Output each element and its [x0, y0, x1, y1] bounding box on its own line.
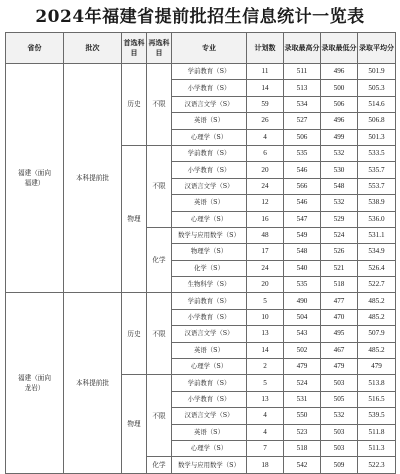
avg-score-cell: 479 — [358, 359, 396, 375]
major-cell: 学前教育（S） — [172, 145, 247, 161]
major-cell: 心理学（S） — [172, 359, 247, 375]
header-max-score: 录取最高分 — [284, 33, 321, 64]
header-plan: 计划数 — [247, 33, 284, 64]
max-score-cell: 531 — [284, 391, 321, 407]
max-score-cell: 543 — [284, 326, 321, 342]
max-score-cell: 534 — [284, 96, 321, 112]
min-score-cell: 509 — [321, 457, 358, 473]
plan-cell: 18 — [247, 457, 284, 473]
max-score-cell: 535 — [284, 145, 321, 161]
min-score-cell: 503 — [321, 424, 358, 440]
min-score-cell: 479 — [321, 359, 358, 375]
header-major: 专业 — [172, 33, 247, 64]
plan-cell: 26 — [247, 113, 284, 129]
avg-score-cell: 505.3 — [358, 80, 396, 96]
major-cell: 心理学（S） — [172, 129, 247, 145]
min-score-cell: 499 — [321, 129, 358, 145]
second-subject-cell: 化学 — [147, 227, 172, 293]
plan-cell: 5 — [247, 293, 284, 309]
first-subject-cell: 物理 — [122, 145, 147, 293]
avg-score-cell: 536.0 — [358, 211, 396, 227]
min-score-cell: 526 — [321, 244, 358, 260]
header-second-subject: 再选科目 — [147, 33, 172, 64]
plan-cell: 59 — [247, 96, 284, 112]
plan-cell: 6 — [247, 145, 284, 161]
max-score-cell: 513 — [284, 80, 321, 96]
avg-score-cell: 533.5 — [358, 145, 396, 161]
header-avg-score: 录取平均分 — [358, 33, 396, 64]
major-cell: 小学教育（S） — [172, 162, 247, 178]
min-score-cell: 530 — [321, 162, 358, 178]
plan-cell: 5 — [247, 375, 284, 391]
second-subject-cell: 不限 — [147, 145, 172, 227]
major-cell: 英语（S） — [172, 113, 247, 129]
major-cell: 小学教育（S） — [172, 80, 247, 96]
max-score-cell: 546 — [284, 162, 321, 178]
min-score-cell: 496 — [321, 64, 358, 80]
avg-score-cell: 516.5 — [358, 391, 396, 407]
avg-score-cell: 511.3 — [358, 440, 396, 456]
avg-score-cell: 507.9 — [358, 326, 396, 342]
avg-score-cell: 501.3 — [358, 129, 396, 145]
min-score-cell: 495 — [321, 326, 358, 342]
plan-cell: 14 — [247, 342, 284, 358]
min-score-cell: 503 — [321, 440, 358, 456]
table-body — [6, 64, 396, 474]
avg-score-cell: 485.2 — [358, 293, 396, 309]
province-cell: 福建（面向龙岩） — [6, 293, 64, 473]
plan-cell: 7 — [247, 440, 284, 456]
major-cell: 化学（S） — [172, 260, 247, 276]
avg-score-cell: 511.8 — [358, 424, 396, 440]
plan-cell: 14 — [247, 80, 284, 96]
header-province: 省份 — [6, 33, 64, 64]
plan-cell: 20 — [247, 277, 284, 293]
avg-score-cell: 513.8 — [358, 375, 396, 391]
min-score-cell: 500 — [321, 80, 358, 96]
max-score-cell: 504 — [284, 309, 321, 325]
batch-cell: 本科提前批 — [64, 293, 122, 473]
max-score-cell: 566 — [284, 178, 321, 194]
max-score-cell: 548 — [284, 244, 321, 260]
major-cell: 学前教育（S） — [172, 375, 247, 391]
avg-score-cell: 485.2 — [358, 309, 396, 325]
min-score-cell: 524 — [321, 227, 358, 243]
min-score-cell: 529 — [321, 211, 358, 227]
max-score-cell: 535 — [284, 277, 321, 293]
min-score-cell: 467 — [321, 342, 358, 358]
second-subject-cell: 不限 — [147, 64, 172, 146]
major-cell: 心理学（S） — [172, 440, 247, 456]
major-cell: 数学与应用数学（S） — [172, 227, 247, 243]
header-min-score: 录取最低分 — [321, 33, 358, 64]
min-score-cell: 505 — [321, 391, 358, 407]
plan-cell: 10 — [247, 309, 284, 325]
major-cell: 数学与应用数学（S） — [172, 457, 247, 473]
avg-score-cell: 506.8 — [358, 113, 396, 129]
major-cell: 英语（S） — [172, 342, 247, 358]
min-score-cell: 477 — [321, 293, 358, 309]
first-subject-cell: 历史 — [122, 293, 147, 375]
major-cell: 学前教育（S） — [172, 64, 247, 80]
plan-cell: 17 — [247, 244, 284, 260]
max-score-cell: 549 — [284, 227, 321, 243]
major-cell: 小学教育（S） — [172, 391, 247, 407]
min-score-cell: 521 — [321, 260, 358, 276]
min-score-cell: 506 — [321, 96, 358, 112]
max-score-cell: 542 — [284, 457, 321, 473]
min-score-cell: 470 — [321, 309, 358, 325]
plan-cell: 13 — [247, 391, 284, 407]
table-row — [6, 64, 396, 80]
plan-cell: 24 — [247, 260, 284, 276]
province-cell: 福建（面向福建） — [6, 64, 64, 293]
plan-cell: 16 — [247, 211, 284, 227]
max-score-cell: 527 — [284, 113, 321, 129]
first-subject-cell: 物理 — [122, 375, 147, 473]
avg-score-cell: 531.1 — [358, 227, 396, 243]
plan-cell: 4 — [247, 129, 284, 145]
batch-cell: 本科提前批 — [64, 64, 122, 293]
plan-cell: 48 — [247, 227, 284, 243]
max-score-cell: 550 — [284, 408, 321, 424]
max-score-cell: 506 — [284, 129, 321, 145]
header-batch: 批次 — [64, 33, 122, 64]
max-score-cell: 540 — [284, 260, 321, 276]
major-cell: 物理学（S） — [172, 244, 247, 260]
avg-score-cell: 485.2 — [358, 342, 396, 358]
plan-cell: 4 — [247, 408, 284, 424]
plan-cell: 4 — [247, 424, 284, 440]
avg-score-cell: 553.7 — [358, 178, 396, 194]
major-cell: 生物科学（S） — [172, 277, 247, 293]
max-score-cell: 502 — [284, 342, 321, 358]
min-score-cell: 532 — [321, 145, 358, 161]
plan-cell: 2 — [247, 359, 284, 375]
plan-cell: 24 — [247, 178, 284, 194]
first-subject-cell: 历史 — [122, 64, 147, 146]
max-score-cell: 511 — [284, 64, 321, 80]
max-score-cell: 547 — [284, 211, 321, 227]
major-cell: 汉语言文学（S） — [172, 408, 247, 424]
min-score-cell: 518 — [321, 277, 358, 293]
avg-score-cell: 539.5 — [358, 408, 396, 424]
max-score-cell: 518 — [284, 440, 321, 456]
plan-cell: 11 — [247, 64, 284, 80]
max-score-cell: 479 — [284, 359, 321, 375]
major-cell: 汉语言文学（S） — [172, 326, 247, 342]
document-title: 2024年福建省提前批招生信息统计一览表 — [35, 7, 365, 27]
plan-cell: 13 — [247, 326, 284, 342]
second-subject-cell: 不限 — [147, 293, 172, 375]
avg-score-cell: 522.3 — [358, 457, 396, 473]
avg-score-cell: 514.6 — [358, 96, 396, 112]
min-score-cell: 496 — [321, 113, 358, 129]
max-score-cell: 490 — [284, 293, 321, 309]
major-cell: 英语（S） — [172, 424, 247, 440]
admission-table — [5, 32, 396, 474]
major-cell: 心理学（S） — [172, 211, 247, 227]
avg-score-cell: 526.4 — [358, 260, 396, 276]
second-subject-cell: 化学 — [147, 457, 172, 473]
plan-cell: 20 — [247, 162, 284, 178]
max-score-cell: 546 — [284, 195, 321, 211]
avg-score-cell: 522.7 — [358, 277, 396, 293]
table-row — [6, 293, 396, 309]
major-cell: 汉语言文学（S） — [172, 178, 247, 194]
min-score-cell: 503 — [321, 375, 358, 391]
max-score-cell: 524 — [284, 375, 321, 391]
major-cell: 小学教育（S） — [172, 309, 247, 325]
avg-score-cell: 538.9 — [358, 195, 396, 211]
avg-score-cell: 535.7 — [358, 162, 396, 178]
major-cell: 英语（S） — [172, 195, 247, 211]
plan-cell: 12 — [247, 195, 284, 211]
major-cell: 汉语言文学（S） — [172, 96, 247, 112]
header-row — [6, 33, 396, 64]
avg-score-cell: 501.9 — [358, 64, 396, 80]
min-score-cell: 548 — [321, 178, 358, 194]
min-score-cell: 532 — [321, 408, 358, 424]
major-cell: 学前教育（S） — [172, 293, 247, 309]
second-subject-cell: 不限 — [147, 375, 172, 457]
header-first-subject: 首选科目 — [122, 33, 147, 64]
avg-score-cell: 534.9 — [358, 244, 396, 260]
min-score-cell: 532 — [321, 195, 358, 211]
max-score-cell: 523 — [284, 424, 321, 440]
